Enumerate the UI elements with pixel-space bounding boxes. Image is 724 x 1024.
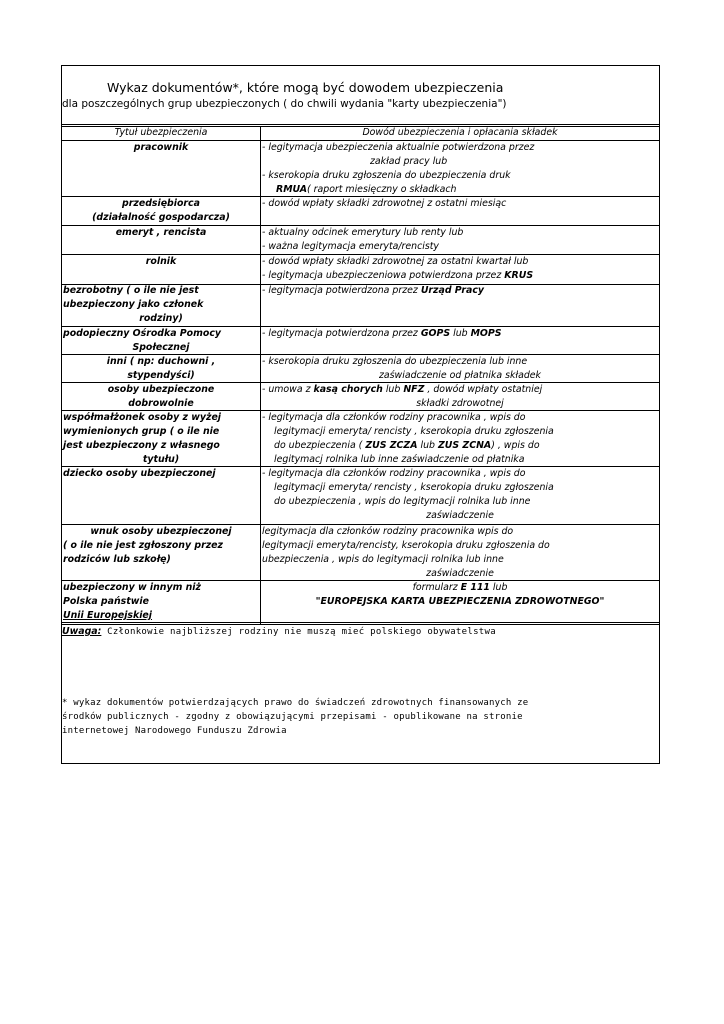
row-title-ue: ubezpieczony w innym niż Polska państwie Unii Europejskiej (63, 582, 201, 621)
rule (62, 124, 659, 125)
remark-text: Członkowie najbliższej rodziny nie muszą mieć polskiego obywatelstwa (101, 627, 496, 637)
row-title-emeryt: emeryt , rencista (115, 227, 207, 238)
row-title-bezrobotny: bezrobotny ( o ile nie jest ubezpieczony jako członek rodziny) (63, 285, 204, 324)
row-proof-podopieczny: - legitymacja potwierdzona przez GOPS lub MOPS (262, 328, 502, 339)
row-proof-ue: formularz E 111 lub "EUROPEJSKA KARTA UBEZPIECZENIA ZDROWOTNEGO" (315, 582, 605, 607)
row-proof-wspolmalzonek: - legitymacja dla członków rodziny pracownika , wpis do legitymacji emeryta/ rencisty , kserokopia druku zgłoszenia do ubezpieczenia ( ZUS ZCZA lub ZUS ZCNA) , wpis do legitymacj rolnika lub inne zaświadczenie od płatnika (262, 412, 554, 465)
row-title-pracownik: pracownik (133, 142, 189, 153)
document-frame (61, 65, 660, 764)
column-header-title: Tytuł ubezpieczenia (114, 127, 208, 138)
remark (62, 626, 496, 637)
remark-label: Uwaga: (62, 626, 102, 637)
row-proof-inni: - kserokopia druku zgłoszenia do ubezpieczenia lub inne zaświadczenie od płatnika składek (262, 356, 541, 381)
row-proof-dziecko: - legitymacja dla członków rodziny pracownika , wpis do legitymacji emeryta/ rencisty , kserokopia druku zgłoszenia do ubezpieczenia , wpis do legitymacji rolnika lub inne zaświadczenie (262, 468, 554, 521)
row-title-dobrowolnie: osoby ubezpieczone dobrowolnie (107, 384, 215, 409)
row-title-wnuk: wnuk osoby ubezpieczonej ( o ile nie jest zgłoszony przez rodziców lub szkołę) (63, 526, 232, 565)
row-proof-przedsiebiorca: - dowód wpłaty składki zdrowotnej z ostatni miesiąc (262, 198, 507, 209)
row-proof-rolnik: - dowód wpłaty składki zdrowotnej za ostatni kwartał lub - legitymacja ubezpieczeniowa potwierdzona przez KRUS (262, 256, 534, 281)
row-proof-pracownik: - legitymacja ubezpieczenia aktualnie potwierdzona przez zakład pracy lub - kserokopia druku zgłoszenia do ubezpieczenia druk RMUA( raport miesięczny o składkach (262, 142, 535, 195)
row-title-dziecko: dziecko osoby ubezpieczonej (63, 468, 216, 479)
rule (62, 624, 659, 625)
row-title-inni: inni ( np: duchowni , stypendyści) (106, 356, 216, 381)
row-proof-bezrobotny: - legitymacja potwierdzona przez Urząd Pracy (262, 285, 485, 296)
row-title-przedsiebiorca: przedsiębiorca (działalność gospodarcza) (92, 198, 230, 223)
row-proof-dobrowolnie: - umowa z kasą chorych lub NFZ , dowód wpłaty ostatniej składki zdrowotnej (262, 384, 543, 409)
row-proof-wnuk: legitymacja dla członków rodziny pracownika wpis do legitymacji emeryta/rencisty, kserokopia druku zgłoszenia do ubezpieczenia , wpis do legitymacji rolnika lub inne zaświadczenie (262, 526, 550, 579)
row-title-rolnik: rolnik (145, 256, 177, 267)
column-divider (260, 126, 261, 624)
row-title-wspolmalzonek: współmałżonek osoby z wyżej wymienionych grup ( o ile nie jest ubezpieczony z własnego tytułu) (63, 412, 222, 465)
row-proof-emeryt: - aktualny odcinek emerytury lub renty lub - ważna legitymacja emeryta/rencisty (262, 227, 464, 252)
footnote: * wykaz dokumentów potwierdzających prawo do świadczeń zdrowotnych finansowanych ze środków publicznych - zgodny z obowiązującymi przepisami - opublikowane na stronie internetowej Narodowego Funduszu Zdrowia (62, 698, 529, 736)
column-header-proof: Dowód ubezpieczenia i opłacania składek (362, 127, 558, 138)
row-title-podopieczny: podopieczny Ośrodka Pomocy Społecznej (63, 328, 221, 353)
page-subtitle: dla poszczególnych grup ubezpieczonych ( do chwili wydania "karty ubezpieczenia") (62, 98, 507, 110)
page-title: Wykaz dokumentów*, które mogą być dowodem ubezpieczenia (107, 80, 504, 95)
